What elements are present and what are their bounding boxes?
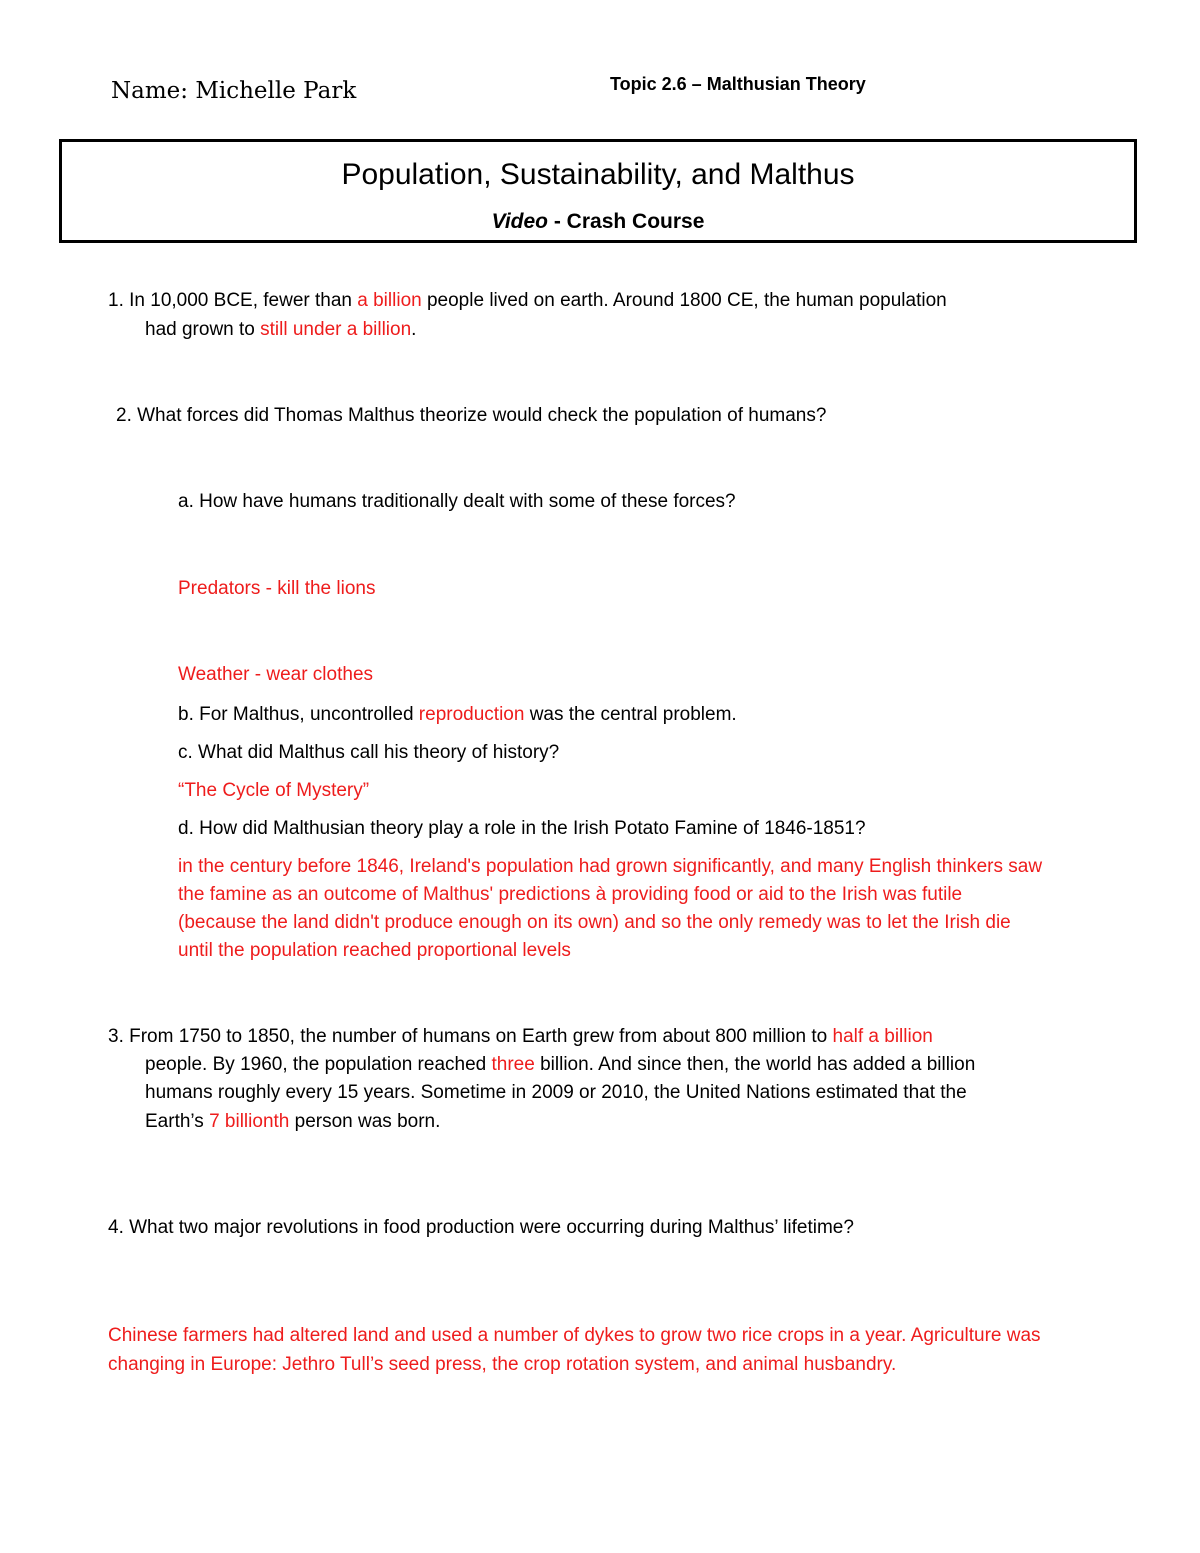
q3-text: Earth’s xyxy=(145,1111,210,1132)
q3-text: people. By 1960, the population reached xyxy=(145,1054,492,1075)
q2-b-text: was the central problem. xyxy=(524,704,737,725)
topic-heading: Topic 2.6 – Malthusian Theory xyxy=(610,74,866,94)
q2-sub-a: a. How have humans traditionally dealt with some of these forces? xyxy=(178,491,736,512)
q1-answer-2: still under a billion xyxy=(260,319,412,340)
q2-answer-d-line: the famine as an outcome of Malthus' predictions à providing food or aid to the Irish was futile xyxy=(178,884,963,905)
q1-line-2 xyxy=(145,319,416,341)
q1-line-1 xyxy=(108,290,947,312)
q2-answer-d-line: (because the land didn't produce enough on its own) and so the only remedy was to let the Irish die xyxy=(178,912,1011,933)
q3-line-4 xyxy=(145,1111,440,1133)
q2-b-text: b. For Malthus, uncontrolled xyxy=(178,704,419,725)
q2-answer-a1: Predators - kill the lions xyxy=(178,578,376,599)
q2-answer-d-line: until the population reached proportional levels xyxy=(178,940,571,961)
page-subtitle xyxy=(62,210,1134,234)
page-title: Population, Sustainability, and Malthus xyxy=(341,158,855,191)
q3-text: 3. From 1750 to 1850, the number of humans on Earth grew from about 800 million to xyxy=(108,1026,833,1047)
q2-sub-b xyxy=(178,704,737,726)
q3-answer-2: three xyxy=(491,1054,535,1075)
q3-line-1 xyxy=(108,1026,933,1048)
q2-answer-d-line: in the century before 1846, Ireland's population had grown significantly, and many English thinkers saw xyxy=(178,856,1043,877)
title-box xyxy=(59,139,1137,243)
q3-answer-3: 7 billionth xyxy=(209,1111,290,1132)
student-name: Name: Michelle Park xyxy=(111,78,357,104)
q1-text: people lived on earth. Around 1800 CE, the human population xyxy=(421,290,947,311)
q3-line-3: humans roughly every 15 years. Sometime in 2009 or 2010, the United Nations estimated that the xyxy=(145,1082,967,1103)
q1-text: . xyxy=(411,319,417,340)
subtitle-video: Video xyxy=(491,210,549,233)
q3-answer-1: half a billion xyxy=(832,1026,933,1047)
q3-text: billion. And since then, the world has added a billion xyxy=(534,1054,976,1075)
q1-text: had grown to xyxy=(145,319,261,340)
q2-sub-d: d. How did Malthusian theory play a role in the Irish Potato Famine of 1846-1851? xyxy=(178,818,866,839)
q3-line-2 xyxy=(145,1054,975,1076)
q4-answer-line: changing in Europe: Jethro Tull’s seed press, the crop rotation system, and animal husbandry. xyxy=(108,1354,897,1375)
q1-text: 1. In 10,000 BCE, fewer than xyxy=(108,290,358,311)
q2-answer-c: “The Cycle of Mystery” xyxy=(178,780,370,801)
q2-b-answer: reproduction xyxy=(418,704,525,725)
q2-sub-c: c. What did Malthus call his theory of history? xyxy=(178,742,560,763)
q3-text: person was born. xyxy=(289,1111,441,1132)
q4-answer-line: Chinese farmers had altered land and used a number of dykes to grow two rice crops in a year. Agriculture was xyxy=(108,1325,1041,1346)
q4-question: 4. What two major revolutions in food production were occurring during Malthus’ lifetime? xyxy=(108,1217,854,1238)
q2-answer-a2: Weather - wear clothes xyxy=(178,664,374,685)
q2-question: 2. What forces did Thomas Malthus theorize would check the population of humans? xyxy=(116,405,827,426)
subtitle-source: - Crash Course xyxy=(548,210,705,233)
q1-answer-1: a billion xyxy=(357,290,422,311)
